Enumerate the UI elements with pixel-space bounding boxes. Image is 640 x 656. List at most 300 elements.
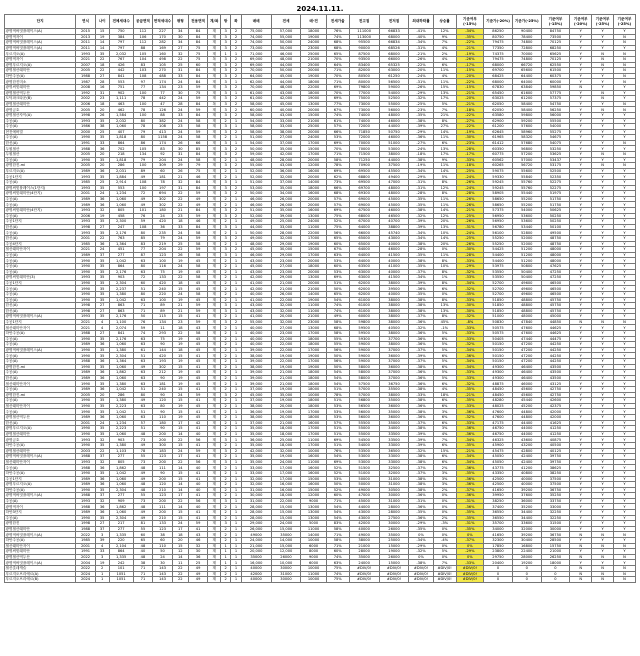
table-cell: 48000 xyxy=(379,112,409,118)
table-cell: 51200 xyxy=(512,252,541,258)
table-cell: 64000 xyxy=(349,252,379,258)
table-cell: 51,000 xyxy=(241,135,271,141)
table-cell: 58 xyxy=(188,291,208,297)
table-cell: 39,000 xyxy=(241,381,271,387)
table-cell: -34% xyxy=(409,275,433,281)
table-cell: 553 xyxy=(109,79,133,85)
table-cell: Y xyxy=(613,549,635,555)
table-cell: 84 xyxy=(188,79,208,85)
table-cell: Y xyxy=(613,135,635,141)
table-cell: 841 xyxy=(109,331,133,337)
table-cell: 36 xyxy=(95,504,109,510)
table-cell: 2 xyxy=(231,40,241,46)
table-cell: 751 xyxy=(109,84,133,90)
table-cell: 계 xyxy=(208,29,221,35)
table-cell: 32 xyxy=(172,51,188,57)
table-cell: -35% xyxy=(456,526,484,532)
table-cell: 2,031 xyxy=(109,168,133,174)
table-cell: -35% xyxy=(456,34,484,40)
table-cell: 35 xyxy=(95,118,109,124)
complex-name-cell: 하안주공(A) xyxy=(5,538,76,544)
table-cell: Y xyxy=(592,387,614,393)
table-cell: 66 xyxy=(188,140,208,146)
table-cell: Y xyxy=(613,414,635,420)
table-cell: 55200 xyxy=(512,202,541,208)
table-cell: 1 xyxy=(231,510,241,516)
table-cell: 55,000 xyxy=(241,163,271,169)
table-cell: -38% xyxy=(409,482,433,488)
table-cell: Y xyxy=(570,504,592,510)
table-cell: N xyxy=(613,51,635,57)
table-cell: 75% xyxy=(326,224,349,230)
table-cell: 6000 xyxy=(301,560,326,566)
table-cell: 68% xyxy=(326,40,349,46)
table-cell: 55250 xyxy=(484,235,513,241)
table-cell: 62645 xyxy=(484,129,513,135)
table-cell: 16000 xyxy=(301,454,326,460)
table-cell: -32% xyxy=(456,342,484,348)
table-cell: 2% xyxy=(433,51,456,57)
table-cell: N xyxy=(570,566,592,572)
table-cell: 41625 xyxy=(541,420,570,426)
table-cell: 69% xyxy=(326,459,349,465)
complex-name-cell: 하안주공(A) xyxy=(5,487,76,493)
table-cell: 18000 xyxy=(541,560,570,566)
table-cell: 1993 xyxy=(76,174,96,180)
complex-name-cell: 광명역써밋플레이스(A) xyxy=(5,347,76,353)
table-cell: 5% xyxy=(433,370,456,376)
table-cell: 463 xyxy=(109,101,133,107)
table-cell: 1,862 xyxy=(109,465,133,471)
table-cell: 4% xyxy=(433,387,456,393)
table-cell: 1990 xyxy=(76,403,96,409)
table-cell: 63500 xyxy=(349,263,379,269)
table-cell: 22 xyxy=(172,459,188,465)
table-cell: 60% xyxy=(326,549,349,555)
table-cell: 45750 xyxy=(541,297,570,303)
table-cell: 41,000 xyxy=(241,280,271,286)
table-cell: 40 xyxy=(188,482,208,488)
table-cell: 33 xyxy=(172,224,188,230)
table-cell: 33 xyxy=(172,112,188,118)
table-cell: 1988 xyxy=(76,493,96,499)
table-cell: Y xyxy=(570,157,592,163)
table-cell: 35 xyxy=(95,515,109,521)
table-cell: 1 xyxy=(231,476,241,482)
table-cell: 66000 xyxy=(379,56,409,62)
table-cell: Y xyxy=(570,465,592,471)
table-cell: 25000 xyxy=(301,51,326,57)
table-cell: 863 xyxy=(109,303,133,309)
table-cell: 59 xyxy=(188,213,208,219)
table-cell: 1 xyxy=(231,526,241,532)
table-cell: Y xyxy=(592,241,614,247)
table-cell: 계 xyxy=(208,62,221,68)
table-cell: 49 xyxy=(133,470,153,476)
table-cell: 71 xyxy=(133,308,153,314)
table-cell: Y xyxy=(570,342,592,348)
table-cell: 8% xyxy=(433,180,456,186)
table-cell: 35 xyxy=(95,275,109,281)
table-cell: 계 xyxy=(208,470,221,476)
table-cell: -35% xyxy=(456,470,484,476)
table-cell: -27% xyxy=(456,118,484,124)
table-cell: -29% xyxy=(456,263,484,269)
table-cell: 2022 xyxy=(76,532,96,538)
table-cell: 32000 xyxy=(379,470,409,476)
table-cell: 63 xyxy=(133,258,153,264)
table-cell: 53000 xyxy=(379,146,409,152)
table-cell: 38,000 xyxy=(241,353,271,359)
table-cell: 270 xyxy=(153,68,173,74)
table-cell: 14% xyxy=(433,235,456,241)
table-cell: 30 xyxy=(188,549,208,555)
table-cell: 1,060 xyxy=(109,342,133,348)
table-cell: N xyxy=(592,51,614,57)
table-cell: 계 xyxy=(208,375,221,381)
table-cell: 54% xyxy=(326,454,349,460)
table-cell: 84 xyxy=(188,73,208,79)
table-cell: Y xyxy=(592,303,614,309)
table-cell: 58,000 xyxy=(241,124,271,130)
table-cell: 5% xyxy=(433,174,456,180)
table-cell: 47250 xyxy=(541,275,570,281)
table-cell: 40 xyxy=(188,465,208,471)
column-header: 전고점 xyxy=(349,15,379,29)
table-cell: 79 xyxy=(133,129,153,135)
table-cell: 계 xyxy=(208,521,221,527)
table-cell: 12,000 xyxy=(271,549,301,555)
table-cell: 24000 xyxy=(301,40,326,46)
table-cell: 35 xyxy=(95,258,109,264)
table-cell: 1 xyxy=(231,359,241,365)
table-cell: 48450 xyxy=(484,392,513,398)
table-cell: 169 xyxy=(153,45,173,51)
table-cell: 40500 xyxy=(379,325,409,331)
table-cell: 143 xyxy=(153,571,173,577)
table-cell: 72 xyxy=(133,191,153,197)
table-cell: 2 xyxy=(221,504,231,510)
table-cell: 0% xyxy=(456,532,484,538)
table-cell: 87500 xyxy=(349,51,379,57)
table-cell: 39,000 xyxy=(271,213,301,219)
table-cell: 17000 xyxy=(301,442,326,448)
table-cell: 52700 xyxy=(484,291,513,297)
table-cell: -35% xyxy=(456,442,484,448)
table-cell: -23% xyxy=(456,140,484,146)
table-cell: 68000 xyxy=(379,51,409,57)
table-cell: N xyxy=(613,566,635,572)
table-cell: 5% xyxy=(433,375,456,381)
table-cell: Y xyxy=(592,280,614,286)
table-cell: Y xyxy=(613,448,635,454)
table-cell: 43,000 xyxy=(271,163,301,169)
table-cell: 49 xyxy=(188,202,208,208)
table-cell: 59850 xyxy=(541,84,570,90)
table-cell: Y xyxy=(570,331,592,337)
table-cell: 44,000 xyxy=(271,79,301,85)
table-cell: 2001 xyxy=(76,235,96,241)
table-cell: 88 xyxy=(153,112,173,118)
complex-name-cell: 광명철산역두산 xyxy=(5,414,76,420)
table-cell: 22400 xyxy=(512,549,541,555)
table-cell: 38000 xyxy=(379,392,409,398)
table-cell: N xyxy=(613,62,635,68)
complex-name-cell: 두원철산 xyxy=(5,146,76,152)
table-cell: 54750 xyxy=(541,101,570,107)
table-cell: 32,000 xyxy=(241,482,271,488)
table-cell: 300 xyxy=(153,442,173,448)
table-cell: 12000 xyxy=(301,493,326,499)
table-cell: -22% xyxy=(456,79,484,85)
table-cell: 2,300 xyxy=(109,219,133,225)
table-cell: 51,000 xyxy=(241,180,271,186)
table-cell: 41 xyxy=(188,515,208,521)
table-cell: 24 xyxy=(95,247,109,253)
table-cell: 61000 xyxy=(349,308,379,314)
table-cell: 104 xyxy=(133,56,153,62)
table-cell: 42750 xyxy=(541,392,570,398)
table-cell: 18,000 xyxy=(271,442,301,448)
table-cell: 78 xyxy=(133,124,153,130)
table-cell: 2,176 xyxy=(109,336,133,342)
table-cell: 19 xyxy=(95,560,109,566)
table-cell: 1989 xyxy=(76,414,96,420)
table-cell: N xyxy=(613,101,635,107)
table-cell: 6% xyxy=(433,286,456,292)
table-cell: 38 xyxy=(95,124,109,130)
table-cell: 67% xyxy=(326,247,349,253)
table-cell: 계 xyxy=(208,297,221,303)
table-cell: 20000 xyxy=(301,196,326,202)
table-cell: 24 xyxy=(172,135,188,141)
table-cell: 40000 xyxy=(241,566,271,572)
table-cell: -37% xyxy=(409,420,433,426)
table-cell: 80 xyxy=(133,291,153,297)
table-cell: Y xyxy=(592,538,614,544)
table-cell: 134 xyxy=(153,319,173,325)
table-cell: 59000 xyxy=(349,359,379,365)
table-cell: 2 xyxy=(221,465,231,471)
table-cell: 15 xyxy=(172,476,188,482)
table-cell: 1,884 xyxy=(109,174,133,180)
table-cell: 54000 xyxy=(512,208,541,214)
table-cell: 1,060 xyxy=(109,196,133,202)
table-cell: 22 xyxy=(172,56,188,62)
complex-name-cell: 주공(A) xyxy=(5,286,76,292)
table-cell: 1,060 xyxy=(109,202,133,208)
table-cell: -34% xyxy=(456,280,484,286)
table-cell: 71 xyxy=(133,571,153,577)
table-cell: Y xyxy=(570,291,592,297)
table-cell: 50100 xyxy=(541,224,570,230)
table-cell: 12% xyxy=(433,213,456,219)
table-cell: 84 xyxy=(188,224,208,230)
table-cell: 14 xyxy=(172,431,188,437)
table-cell: 3% xyxy=(433,470,456,476)
table-cell: 19,000 xyxy=(271,364,301,370)
table-cell: 45 xyxy=(188,280,208,286)
table-cell: Y xyxy=(613,331,635,337)
table-cell: 36 xyxy=(95,168,109,174)
table-cell: 48,000 xyxy=(241,157,271,163)
table-cell: 2% xyxy=(433,465,456,471)
table-cell: 66720 xyxy=(512,62,541,68)
table-cell: 58000 xyxy=(349,375,379,381)
table-cell: 49 xyxy=(133,398,153,404)
table-cell: Y xyxy=(592,174,614,180)
table-cell: 1 xyxy=(231,459,241,465)
table-cell: #DIV/0! xyxy=(409,577,433,583)
table-cell: 1 xyxy=(231,442,241,448)
table-cell: -29% xyxy=(409,521,433,527)
table-cell: 43,000 xyxy=(271,90,301,96)
table-cell: -39% xyxy=(409,353,433,359)
table-cell: 1158 xyxy=(153,135,173,141)
table-cell: 19200 xyxy=(512,560,541,566)
table-cell: 28000 xyxy=(379,510,409,516)
table-cell: 52275 xyxy=(541,185,570,191)
table-cell: 59,000 xyxy=(241,152,271,158)
table-cell: Y xyxy=(613,493,635,499)
table-cell: 2006 xyxy=(76,101,96,107)
complex-name-cell: 주공(A) xyxy=(5,498,76,504)
table-cell: -39% xyxy=(409,219,433,225)
table-cell: 1989 xyxy=(76,252,96,258)
complex-name-cell: 주공(A) xyxy=(5,342,76,348)
table-cell: Y xyxy=(613,303,635,309)
table-cell: 1998 xyxy=(76,112,96,118)
table-cell: -18% xyxy=(409,152,433,158)
table-cell: 100 xyxy=(153,258,173,264)
table-cell: -19% xyxy=(456,51,484,57)
table-cell: 46400 xyxy=(512,370,541,376)
table-cell: 1 xyxy=(231,554,241,560)
table-cell: 52% xyxy=(326,219,349,225)
table-cell: -33% xyxy=(456,420,484,426)
table-cell: 37 xyxy=(95,454,109,460)
table-cell: 48280 xyxy=(484,398,513,404)
table-cell: 181 xyxy=(153,381,173,387)
table-cell: 40000 xyxy=(379,291,409,297)
table-cell: 14 xyxy=(172,504,188,510)
column-header: 기준여부(-25%) xyxy=(592,15,614,29)
table-cell: 2,223 xyxy=(109,426,133,432)
table-cell: 2024 xyxy=(76,571,96,577)
table-cell: 51200 xyxy=(512,247,541,253)
table-cell: 10,000 xyxy=(271,560,301,566)
table-cell: 37,000 xyxy=(241,420,271,426)
table-cell: 1 xyxy=(231,202,241,208)
table-cell: 47625 xyxy=(541,263,570,269)
table-cell: 61600 xyxy=(512,90,541,96)
table-cell: 55760 xyxy=(512,185,541,191)
table-cell: 105 xyxy=(133,146,153,152)
table-cell: 86 xyxy=(133,140,153,146)
table-cell: 65000 xyxy=(349,241,379,247)
table-cell: 44475 xyxy=(541,336,570,342)
table-cell: 18000 xyxy=(301,403,326,409)
table-cell: 5% xyxy=(433,549,456,555)
table-cell: 59075 xyxy=(484,168,513,174)
table-cell: -35% xyxy=(456,398,484,404)
table-cell: 38000 xyxy=(379,331,409,337)
table-cell: 2 xyxy=(221,157,231,163)
table-cell: 69000 xyxy=(349,196,379,202)
table-cell: 3 xyxy=(221,56,231,62)
table-cell: 35,000 xyxy=(271,185,301,191)
table-cell: -34% xyxy=(409,168,433,174)
table-cell: -36% xyxy=(456,504,484,510)
table-cell: 2006 xyxy=(76,213,96,219)
table-cell: 59245 xyxy=(484,180,513,186)
table-cell: 74% xyxy=(326,34,349,40)
table-cell: 3 xyxy=(221,79,231,85)
table-cell: 37000 xyxy=(379,370,409,376)
table-cell: 계 xyxy=(208,420,221,426)
table-cell: 33500 xyxy=(379,431,409,437)
table-cell: 84750 xyxy=(541,29,570,35)
table-cell: 50000 xyxy=(349,476,379,482)
table-cell: 56780 xyxy=(484,224,513,230)
table-cell: 28,000 xyxy=(271,157,301,163)
table-cell: 18% xyxy=(433,392,456,398)
complex-name-cell: 주공1단지 xyxy=(5,174,76,180)
column-header: 기준여부(-25%) xyxy=(613,15,635,29)
table-cell: 계 xyxy=(208,437,221,443)
table-cell: 36000 xyxy=(379,364,409,370)
table-cell: 계 xyxy=(208,303,221,309)
table-cell: 19 xyxy=(172,381,188,387)
complex-name-cell: 광명써밋래미안 xyxy=(5,84,76,90)
table-cell: 120 xyxy=(153,398,173,404)
table-cell: 15000 xyxy=(301,247,326,253)
table-cell: 22 xyxy=(95,68,109,74)
table-cell: 0% xyxy=(433,526,456,532)
table-cell: 3 xyxy=(221,152,231,158)
complex-name-cell: 광명역써밋플레이스(A) xyxy=(5,40,76,46)
table-cell: 58400 xyxy=(512,107,541,113)
table-cell: Y xyxy=(613,168,635,174)
table-cell: 55600 xyxy=(512,168,541,174)
table-cell: 22000 xyxy=(301,230,326,236)
table-cell: 50,000 xyxy=(241,191,271,197)
table-cell: Y xyxy=(592,414,614,420)
table-cell: 53,000 xyxy=(241,185,271,191)
table-cell: 200 xyxy=(153,510,173,516)
table-cell: 1990 xyxy=(76,470,96,476)
table-cell: 15 xyxy=(172,470,188,476)
table-cell: 55 xyxy=(133,493,153,499)
table-cell: -38% xyxy=(409,118,433,124)
table-cell: 1,060 xyxy=(109,431,133,437)
table-cell: #DIV/0! xyxy=(456,577,484,583)
table-cell: 53250 xyxy=(541,146,570,152)
table-cell: 31000 xyxy=(379,482,409,488)
table-cell: 553 xyxy=(109,185,133,191)
table-cell: 48800 xyxy=(512,303,541,309)
table-cell: -24% xyxy=(409,146,433,152)
table-cell: -40% xyxy=(409,34,433,40)
table-cell: 95500 xyxy=(349,40,379,46)
table-cell: 36 xyxy=(95,476,109,482)
table-cell: Y xyxy=(613,118,635,124)
table-cell: N xyxy=(592,566,614,572)
table-cell: 54400 xyxy=(484,252,513,258)
table-cell: 36000 xyxy=(379,353,409,359)
table-cell: 75 xyxy=(153,269,173,275)
table-cell: 계 xyxy=(208,353,221,359)
